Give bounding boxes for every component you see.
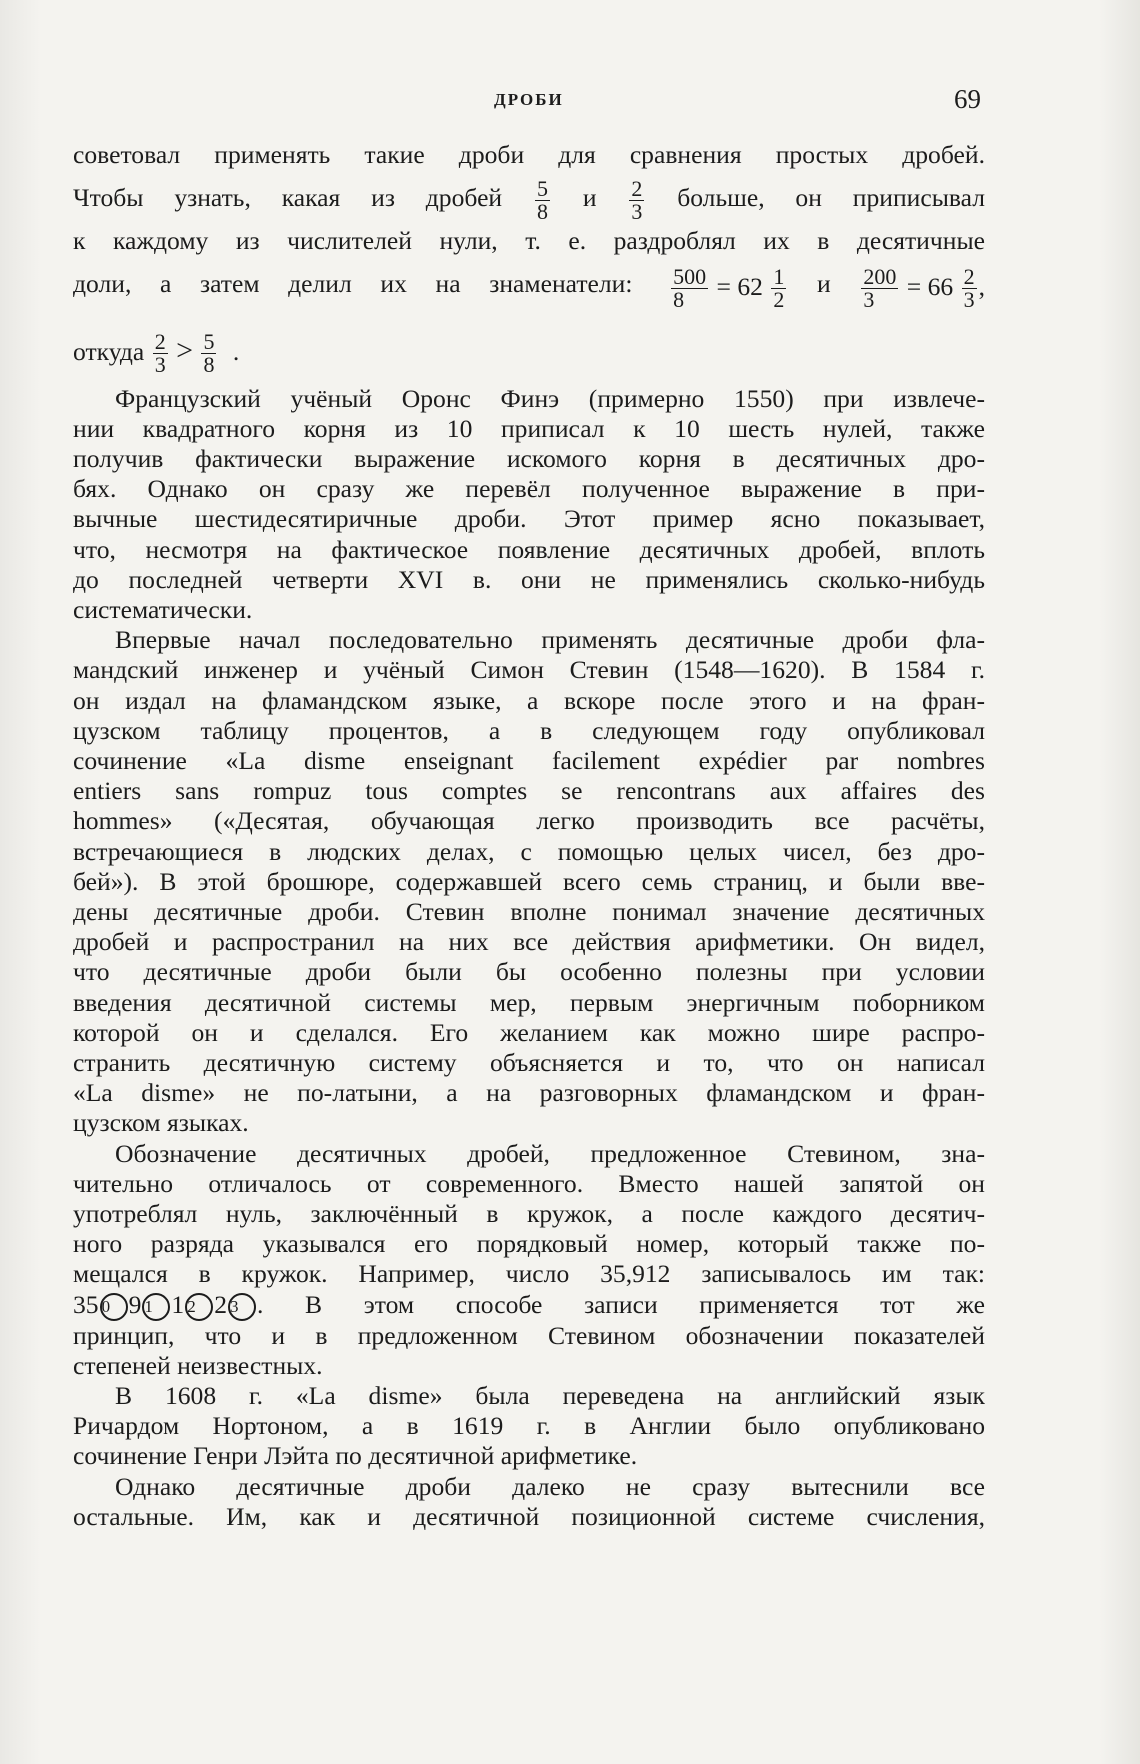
numerator: 5 bbox=[203, 329, 215, 355]
text-segment: и bbox=[582, 183, 597, 213]
denominator: 3 bbox=[631, 198, 643, 224]
fraction bbox=[861, 266, 898, 311]
text-line: которой он и сделался. Его желанием как можно шире распро- bbox=[73, 1017, 985, 1047]
math-line bbox=[73, 323, 985, 380]
text-line: остальные. Им, как и десятичной позиционной системе счисления, bbox=[73, 1501, 985, 1531]
text-line: к каждому из числителей нули, т. е. раздроблял их в десятичные bbox=[73, 226, 985, 256]
digit: 1 bbox=[171, 1289, 185, 1319]
denominator: 8 bbox=[536, 198, 548, 224]
text-line: дробей и распространил на них все действия арифметики. Он видел, bbox=[73, 927, 985, 957]
circled-digit: 3 bbox=[228, 1293, 256, 1321]
fraction bbox=[153, 331, 168, 376]
text-line: сочинение «La disme enseignant facilement expédier par nombres bbox=[73, 745, 985, 775]
digit: 2 bbox=[214, 1289, 227, 1319]
fraction bbox=[201, 331, 216, 376]
text-line: entiers sans rompuz tous comptes se rencontrans aux affaires des bbox=[73, 776, 985, 806]
denominator: 3 bbox=[963, 287, 975, 313]
integer-part: 35 bbox=[73, 1289, 99, 1319]
text-line: он издал на фламандском языке, а вскоре после этого и на фран- bbox=[73, 685, 985, 715]
circled-digit: 1 bbox=[142, 1293, 170, 1321]
text-line: ного разряда указывался его порядковый номер, который также по- bbox=[73, 1229, 985, 1259]
denominator: 3 bbox=[154, 352, 166, 378]
text-line: что, несмотря на фактическое появление десятичных дробей, вплоть bbox=[73, 534, 985, 564]
text-segment: Чтобы узнать, какая из дробей bbox=[73, 183, 503, 213]
paragraph-fraction-comparison bbox=[73, 140, 985, 380]
text-line: цузском языках. bbox=[73, 1108, 249, 1138]
paragraph-translation bbox=[73, 1381, 985, 1472]
fraction bbox=[962, 266, 977, 311]
denominator: 3 bbox=[863, 287, 875, 313]
text-segment: больше, он приписывал bbox=[677, 183, 985, 213]
text-segment: откуда bbox=[73, 336, 145, 366]
text-line: что десятичные дроби были бы особенно полезны при условии bbox=[73, 957, 985, 987]
numerator: 2 bbox=[154, 329, 166, 355]
numerator: 200 bbox=[863, 264, 897, 290]
expression bbox=[669, 259, 788, 315]
running-title: ДРОБИ bbox=[494, 90, 564, 109]
text-line: Обозначение десятичных дробей, предложенное Стевином, зна- bbox=[115, 1138, 985, 1168]
numerator: 2 bbox=[631, 175, 643, 201]
text-line: сочинение Генри Лэйта по десятичной арифметике. bbox=[73, 1441, 638, 1471]
stevin-notation-line bbox=[73, 1290, 985, 1321]
text-line: бей»). В этой брошюре, содержавшей всего семь страниц, и были вве- bbox=[73, 866, 985, 896]
text-line: бях. Однако он сразу же перевёл полученное выражение в при- bbox=[73, 474, 985, 504]
text-line: цузском таблицу процентов, а в следующем году опубликовал bbox=[73, 715, 985, 745]
text-line: Ричардом Нортоном, а в 1619 г. в Англии было опубликовано bbox=[73, 1411, 985, 1441]
text-line: Однако десятичные дроби далеко не сразу вытеснили все bbox=[115, 1471, 985, 1501]
text-line: употреблял нуль, заключённый в кружок, а после каждого десятич- bbox=[73, 1199, 985, 1229]
text-segment: и bbox=[817, 269, 831, 299]
text-line: В 1608 г. «La disme» была переведена на английский язык bbox=[115, 1381, 985, 1411]
text-line: мандский инженер и учёный Симон Стевин (1548—1620). В 1584 г. bbox=[73, 655, 985, 685]
text-line: нии квадратного корня из 10 приписал к 10 шесть нулей, также bbox=[73, 413, 985, 443]
equals-segment: = 62 bbox=[716, 271, 763, 301]
text-line: странить десятичную систему объясняется и то, что он написал bbox=[73, 1048, 985, 1077]
paragraph-fine bbox=[73, 384, 985, 626]
greater-than-sign: > bbox=[176, 333, 194, 367]
text-line: введения десятичной системы мер, первым энергичным поборником bbox=[73, 987, 985, 1017]
running-head bbox=[0, 86, 1140, 116]
comma: , bbox=[978, 271, 985, 301]
fraction bbox=[771, 266, 786, 311]
text-line: советовал применять такие дроби для сравнения простых дробей. bbox=[73, 140, 985, 169]
text-line: Впервые начал последовательно применять десятичные дроби фла- bbox=[115, 625, 985, 655]
text-line: чительно отличалось от современного. Вместо нашей запятой он bbox=[73, 1168, 985, 1198]
text-line: hommes» («Десятая, обучающая легко производить все расчёты, bbox=[73, 806, 985, 836]
fraction bbox=[535, 175, 550, 224]
paragraph-notation bbox=[73, 1139, 985, 1381]
numerator: 500 bbox=[673, 264, 707, 290]
numerator: 2 bbox=[963, 264, 975, 290]
text-line: до последней четверти XVI в. они не применялись сколько-нибудь bbox=[73, 564, 985, 594]
paragraph-stevin bbox=[73, 625, 985, 1138]
digit: 9 bbox=[128, 1289, 142, 1319]
text-line: дены десятичные дроби. Стевин вполне понимал значение десятичных bbox=[73, 896, 985, 926]
fraction bbox=[629, 175, 644, 224]
page-number: 69 bbox=[954, 84, 981, 114]
body-text bbox=[73, 140, 985, 1532]
numerator: 5 bbox=[536, 175, 548, 201]
text-line: мещался в кружок. Например, число 35,912 записывалось им так: bbox=[73, 1259, 985, 1289]
text-segment: доли, а затем делил их на знаменатели: bbox=[73, 269, 633, 299]
text-line: встречающиеся в людских делах, с помощью целых чисел, без дро- bbox=[73, 836, 985, 866]
paragraph-conclusion bbox=[73, 1472, 985, 1532]
text-line: Французский учёный Оронс Финэ (примерно 1550) при извлече- bbox=[115, 383, 985, 413]
denominator: 8 bbox=[203, 352, 215, 378]
circled-digit: 2 bbox=[185, 1293, 213, 1321]
denominator: 2 bbox=[773, 287, 785, 313]
text-line: систематически. bbox=[73, 594, 253, 624]
text-line: вычные шестидесятиричные дроби. Этот пример ясно показывает, bbox=[73, 504, 985, 534]
text-line: принцип, что и в предложенном Стевином обозначении показателей bbox=[73, 1320, 985, 1350]
text-line: получив фактически выражение искомого корня в десятичных дро- bbox=[73, 443, 985, 473]
math-line bbox=[73, 256, 985, 314]
text-line: степеней неизвестных. bbox=[73, 1350, 323, 1380]
expression bbox=[859, 259, 985, 315]
equals-segment: = 66 bbox=[906, 271, 954, 301]
fraction bbox=[671, 266, 708, 311]
numerator: 1 bbox=[773, 264, 785, 290]
circled-digit: 0 bbox=[100, 1293, 128, 1321]
text-line: «La disme» не по-латыни, а на разговорных фламандском и фран- bbox=[73, 1078, 985, 1108]
text-segment: . bbox=[232, 336, 240, 366]
math-line bbox=[73, 170, 985, 226]
text-segment: . В этом способе записи применяется тот же bbox=[256, 1289, 985, 1319]
denominator: 8 bbox=[673, 287, 685, 313]
